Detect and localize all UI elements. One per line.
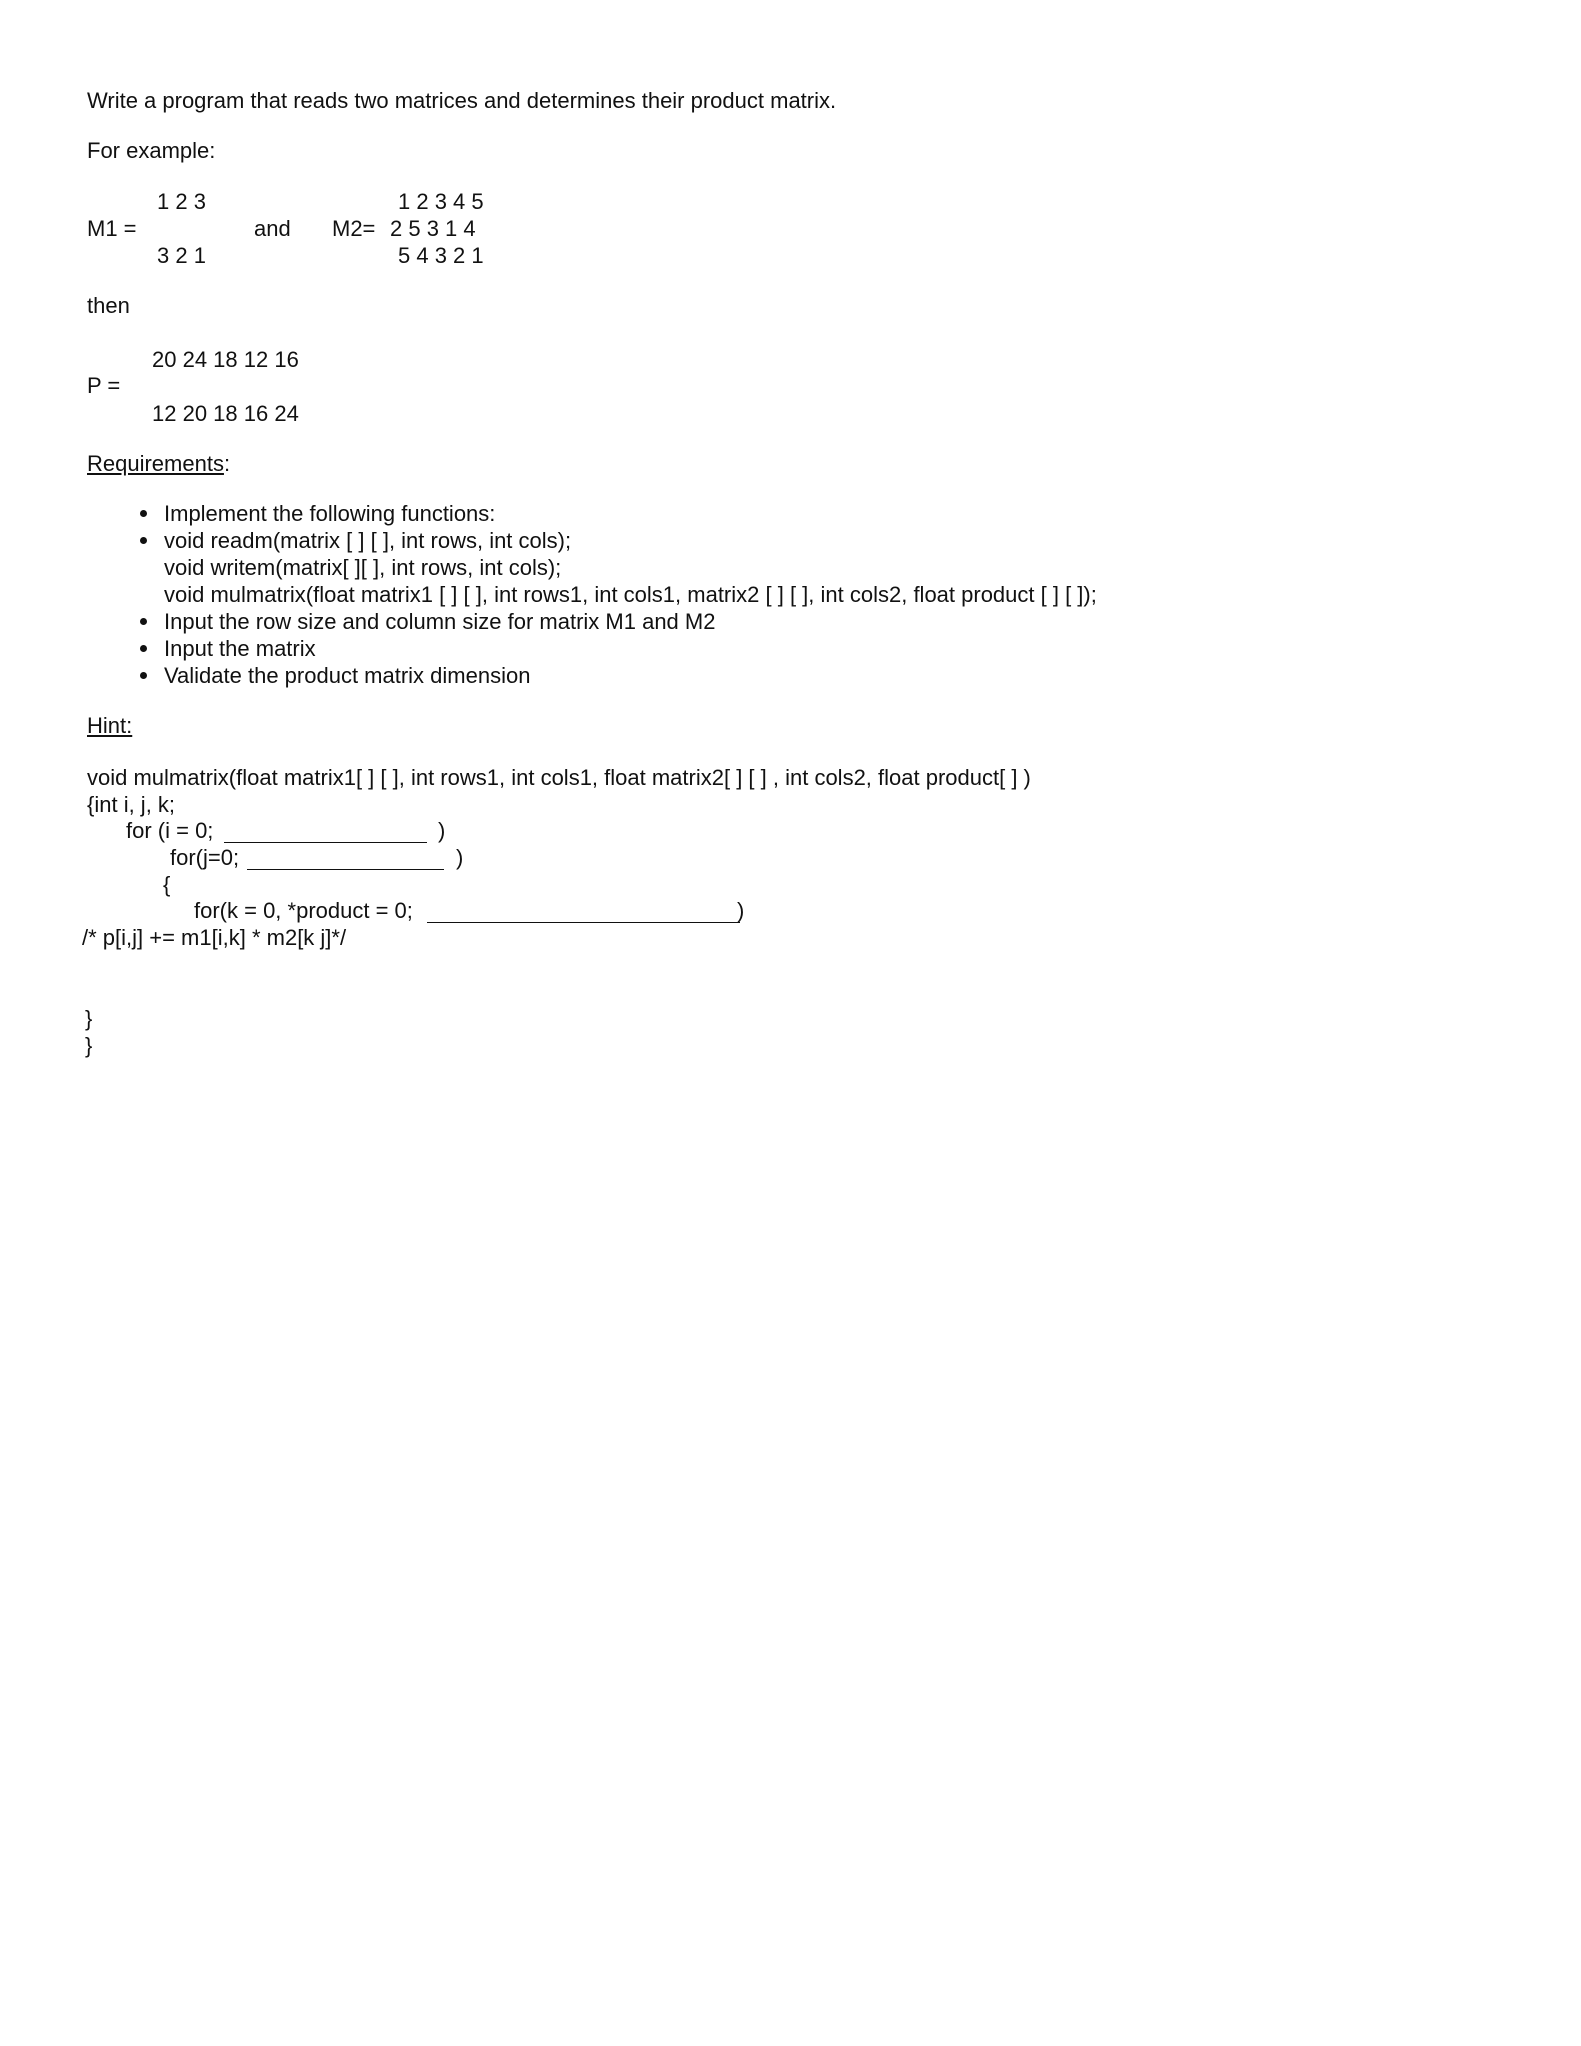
requirement-item-4: Input the matrix [164, 636, 316, 661]
m1-label: M1 = [87, 216, 137, 241]
fill-in-blank-1 [224, 842, 427, 843]
p-label: P = [87, 373, 121, 398]
hint-code-for-j: for(j=0; [170, 845, 240, 870]
requirement-item-2c: void mulmatrix(float matrix1 [ ] [ ], int rows1, int cols1, matrix2 [ ] [ ], int cols2, float product [ ] [ ]); [164, 582, 1097, 607]
hint-code-open-brace: { [163, 872, 171, 897]
bullet-dot [140, 672, 147, 679]
m2-row-2: 2 5 3 1 4 [390, 216, 476, 241]
hint-code-for-i: for (i = 0; [126, 818, 214, 843]
hint-code-close-paren-3: ) [737, 898, 745, 923]
bullet-dot [140, 618, 147, 625]
m1-row-2: 3 2 1 [157, 243, 206, 268]
and-word: and [254, 216, 291, 241]
fill-in-blank-3 [427, 922, 740, 923]
m2-label: M2= [332, 216, 376, 241]
hint-code-line-2: {int i, j, k; [87, 792, 176, 817]
requirements-heading [87, 453, 230, 475]
p-row-1: 20 24 18 12 16 [152, 347, 299, 372]
m2-row-1: 1 2 3 4 5 [398, 189, 484, 214]
bullet-dot [140, 537, 147, 544]
requirement-item-1: Implement the following functions: [164, 501, 496, 526]
fill-in-blank-2 [247, 869, 444, 870]
hint-code-close-paren-1: ) [438, 818, 446, 843]
intro-text: Write a program that reads two matrices and determines their product matrix. [87, 88, 837, 113]
hint-heading: Hint: [87, 713, 133, 738]
hint-code-close-brace-1: } [85, 1006, 93, 1031]
p-row-2: 12 20 18 16 24 [152, 401, 299, 426]
example-label: For example: [87, 138, 216, 163]
hint-code-line-1: void mulmatrix(float matrix1[ ] [ ], int rows1, int cols1, float matrix2[ ] [ ] , int cols2, float product[ ] ) [87, 765, 1031, 790]
requirement-item-2b: void writem(matrix[ ][ ], int rows, int cols); [164, 555, 562, 580]
requirements-heading-text: Requirements [87, 451, 224, 476]
requirement-item-3: Input the row size and column size for matrix M1 and M2 [164, 609, 716, 634]
hint-code-comment: /* p[i,j] += m1[i,k] * m2[k j]*/ [82, 925, 347, 950]
bullet-dot [140, 510, 147, 517]
hint-code-close-paren-2: ) [456, 845, 464, 870]
m1-row-1: 1 2 3 [157, 189, 206, 214]
requirements-colon: : [223, 451, 231, 476]
then-word: then [87, 293, 130, 318]
requirement-item-5: Validate the product matrix dimension [164, 663, 531, 688]
m2-row-3: 5 4 3 2 1 [398, 243, 484, 268]
bullet-dot [140, 645, 147, 652]
requirement-item-2: void readm(matrix [ ] [ ], int rows, int cols); [164, 528, 572, 553]
hint-code-for-k: for(k = 0, *product = 0; [194, 898, 413, 923]
hint-code-close-brace-2: } [85, 1033, 93, 1058]
